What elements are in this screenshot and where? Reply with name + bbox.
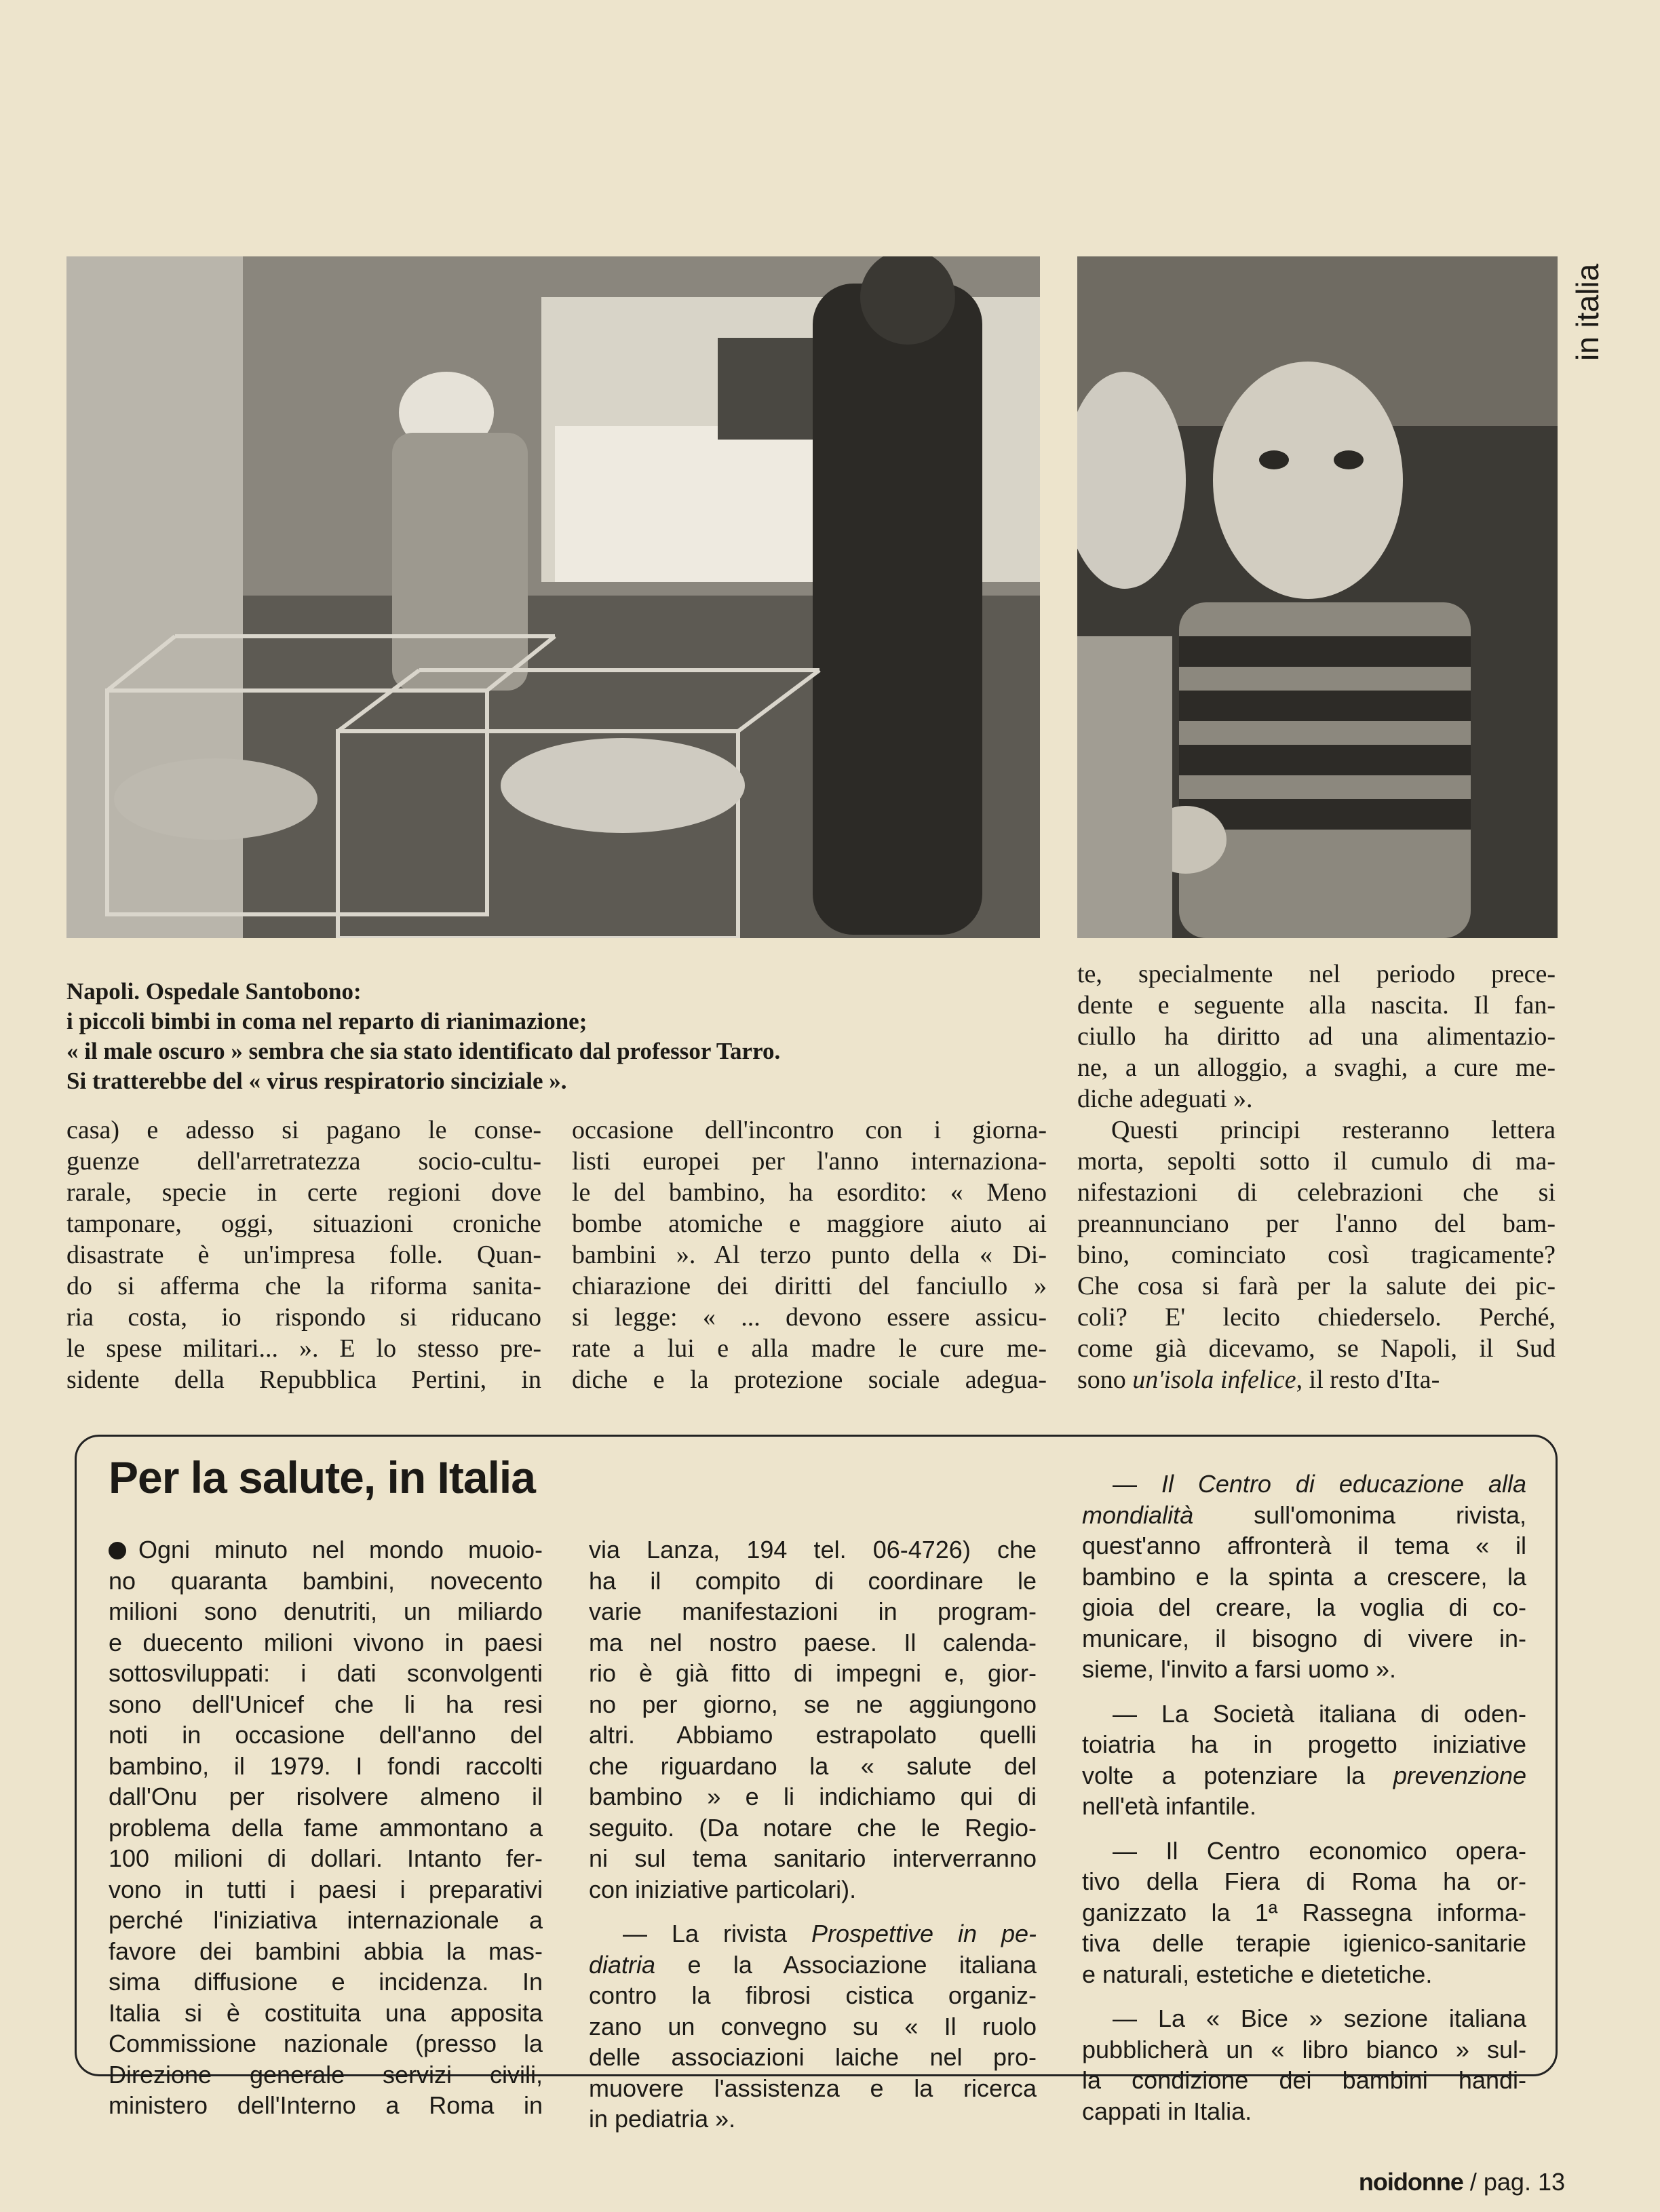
box-line: bambino e la spinta a crescere, la [1082, 1562, 1526, 1591]
magazine-name: noidonne [1358, 2168, 1463, 2196]
box-line: rio è già fitto di impegni e, gior- [589, 1659, 1037, 1687]
article-line: preannunciano per l'anno del bam- [1077, 1209, 1556, 1238]
article-line: le del bambino, ha esordito: « Meno [572, 1178, 1047, 1207]
box-line: e duecento milioni vivono in paesi [109, 1628, 543, 1656]
box-line: gioia del creare, la voglia di co- [1082, 1593, 1526, 1621]
box-line: ganizzato la 1ª Rassegna informa- [1082, 1898, 1526, 1926]
box-line: tiva delle terapie igienico-sanitarie [1082, 1929, 1526, 1957]
box-line: — La « Bice » sezione italiana [1113, 2004, 1526, 2032]
article-line: listi europei per l'anno internaziona- [572, 1147, 1047, 1176]
page-number: pag. 13 [1483, 2168, 1565, 2196]
page-footer [1359, 2168, 1565, 2196]
box-line: via Lanza, 194 tel. 06-4726) che [589, 1536, 1037, 1564]
box-line: quest'anno affronterà il tema « il [1082, 1532, 1526, 1559]
child-portrait-photo [1077, 256, 1558, 938]
article-line: rate a lui e alla madre le cure me- [572, 1334, 1047, 1363]
article-line: ne, a un alloggio, a svaghi, a cure me- [1077, 1053, 1556, 1082]
article-line: Questi principi resteranno lettera [1111, 1116, 1556, 1144]
box-line: milioni sono denutriti, un miliardo [109, 1597, 543, 1625]
box-line: ma nel nostro paese. Il calenda- [589, 1628, 1037, 1656]
box-line: — Il Centro economico opera- [1113, 1836, 1526, 1865]
hospital-ward-photo [66, 256, 1040, 938]
article-line: disastrate è un'impresa folle. Quan- [66, 1241, 541, 1269]
article-line: do si afferma che la riforma sanita- [66, 1272, 541, 1300]
box-line: varie manifestazioni in program- [589, 1597, 1037, 1625]
box-line: sima diffusione e incidenza. In [109, 1968, 543, 1996]
box-column-3 [1082, 1469, 1526, 2127]
box-line: noti in occasione dell'anno del [109, 1721, 543, 1749]
box-text: — La rivista [623, 1920, 811, 1947]
box-line: dall'Onu per risolvere almeno il [109, 1783, 543, 1810]
box-line: bambino, il 1979. I fondi raccolti [109, 1751, 543, 1780]
article-line: si legge: « ... devono essere assicu- [572, 1303, 1047, 1332]
article-line: ciullo ha diritto ad una alimentazio- [1077, 1022, 1556, 1051]
article-line: sidente della Repubblica Pertini, in [66, 1365, 541, 1394]
box-line: che riguardano la « salute del [589, 1751, 1037, 1780]
article-line: casa) e adesso si pagano le conse- [66, 1116, 541, 1144]
article-column-3 [1077, 958, 1556, 1395]
box-line: — La Società italiana di oden- [1113, 1699, 1526, 1728]
box-line: delle associazioni laiche nel pro- [589, 2043, 1037, 2071]
article-line: le spese militari... ». E lo stesso pre- [66, 1334, 541, 1363]
article-line: bombe atomiche e maggiore aiuto ai [572, 1209, 1047, 1238]
article-line: diche e la protezione sociale adegua- [572, 1365, 1047, 1394]
box-line: Commissione nazionale (presso la [109, 2030, 543, 2057]
box-text: e la Associazione italiana [655, 1950, 1037, 1979]
box-line: no quaranta bambini, novecento [109, 1566, 543, 1595]
section-tag: in italia [1570, 263, 1605, 361]
box-line: seguito. (Da notare che le Regio- [589, 1813, 1037, 1842]
article-line [1077, 1364, 1556, 1395]
box-line: tivo della Fiera di Roma ha or- [1082, 1867, 1526, 1895]
box-line: problema della fame ammontano a [109, 1813, 543, 1842]
box-line: ni sul tema sanitario interverranno [589, 1844, 1037, 1872]
box-emphasis: mondialità [1082, 1500, 1194, 1529]
article-line: tamponare, oggi, situazioni croniche [66, 1209, 541, 1238]
box-line: in pediatria ». [589, 2105, 736, 2133]
article-line: morta, sepolti sotto il cumulo di ma- [1077, 1147, 1556, 1176]
bullet-icon [109, 1542, 126, 1559]
box-column-1 [109, 1534, 543, 2121]
box-line: altri. Abbiamo estrapolato quelli [589, 1721, 1037, 1749]
box-line: zano un convegno su « Il ruolo [589, 2012, 1037, 2040]
article-line: dente e seguente alla nascita. Il fan- [1077, 991, 1556, 1020]
box-line: cappati in Italia. [1082, 2097, 1252, 2125]
box-line [1082, 1500, 1526, 1531]
article-line: come già dicevamo, se Napoli, il Sud [1077, 1334, 1556, 1363]
box-line: sottosviluppati: i dati sconvolgenti [109, 1659, 543, 1687]
article-line: te, specialmente nel periodo prece- [1077, 960, 1556, 988]
article-column-2 [572, 1114, 1047, 1395]
box-line: la condizione dei bambini handi- [1082, 2066, 1526, 2094]
box-line [589, 1918, 1037, 1949]
box-line: e naturali, estetiche e dietetiche. [1082, 1960, 1433, 1988]
article-line: ria costa, io rispondo si riducano [66, 1303, 541, 1332]
article-line: Che cosa si farà per la salute dei pic- [1077, 1272, 1556, 1300]
box-line [589, 1949, 1037, 1981]
article-line: occasione dell'incontro con i giorna- [572, 1116, 1047, 1144]
article-line: bambini ». Al terzo punto della « Di- [572, 1241, 1047, 1269]
box-line: bambino » e li indichiamo qui di [589, 1783, 1037, 1810]
box-line: sieme, l'invito a farsi uomo ». [1082, 1655, 1397, 1683]
box-line: no per giorno, se ne aggiungono [589, 1690, 1037, 1718]
box-line: perché l'iniziativa internazionale a [109, 1906, 543, 1934]
footer-separator: / [1463, 2168, 1484, 2196]
box-text: volte a potenziare la [1082, 1761, 1393, 1789]
box-text: sull'omonima rivista, [1193, 1500, 1526, 1529]
box-text: — [1113, 1470, 1161, 1498]
article-line: chiarazione dei diritti del fanciullo » [572, 1272, 1047, 1300]
box-line: contro la fibrosi cistica organiz- [589, 1981, 1037, 2009]
box-emphasis: prevenzione [1393, 1761, 1526, 1789]
box-line: sono dell'Unicef che li ha resi [109, 1690, 543, 1718]
box-line: 100 milioni di dollari. Intanto fer- [109, 1844, 543, 1872]
box-line: Italia si è costituita una apposita [109, 1998, 543, 2027]
article-emphasis: un'isola infelice [1132, 1365, 1296, 1394]
caption-line: Napoli. Ospedale Santobono: [66, 978, 362, 1005]
article-line: coli? E' lecito chiederselo. Perché, [1077, 1303, 1556, 1332]
box-emphasis: Prospettive in pe- [811, 1920, 1037, 1947]
box-line: ministero dell'Interno a Roma in [109, 2091, 543, 2119]
box-line [1082, 1469, 1526, 1500]
box-line: con iniziative particolari). [589, 1875, 857, 1903]
caption-line: i piccoli bimbi in coma nel reparto di rianimazione; [66, 1008, 587, 1034]
box-line: favore dei bambini abbia la mas- [109, 1937, 543, 1965]
box-emphasis: Il Centro di educazione alla [1161, 1470, 1526, 1498]
caption-line: « il male oscuro » sembra che sia stato identificato dal professor Tarro. [66, 1038, 781, 1064]
box-column-2 [589, 1534, 1037, 2135]
box-line: municare, il bisogno di vivere in- [1082, 1624, 1526, 1652]
box-line: toiatria ha in progetto iniziative [1082, 1730, 1526, 1758]
box-text: Ogni minuto nel mondo muoio- [138, 1536, 543, 1564]
box-line: vono in tutti i paesi i preparativi [109, 1875, 543, 1903]
box-emphasis: diatria [589, 1950, 656, 1979]
box-line: nell'età infantile. [1082, 1792, 1257, 1820]
box-line: pubblicherà un « libro bianco » sul- [1082, 2035, 1526, 2063]
article-line: nifestazioni di celebrazioni che si [1077, 1178, 1556, 1207]
box-title: Per la salute, in Italia [109, 1452, 535, 1502]
box-line: muovere l'assistenza e la ricerca [589, 2074, 1037, 2102]
article-text: , il resto d'Ita- [1296, 1365, 1440, 1394]
box-line: Direzione generale servizi civili, [109, 2060, 543, 2089]
article-line: rarale, specie in certe regioni dove [66, 1178, 541, 1207]
article-text: sono [1077, 1365, 1133, 1394]
caption-line: Si tratterebbe del « virus respiratorio sinciziale ». [66, 1068, 567, 1094]
box-line [1082, 1760, 1526, 1791]
article-line: bino, cominciato così tragicamente? [1077, 1241, 1556, 1269]
photo-caption [66, 977, 1070, 1096]
article-line: guenze dell'arretratezza socio-cultu- [66, 1147, 541, 1176]
article-column-1 [66, 1114, 541, 1395]
box-line [109, 1534, 543, 1566]
box-line: ha il compito di coordinare le [589, 1566, 1037, 1595]
article-line: diche adeguati ». [1077, 1085, 1253, 1113]
